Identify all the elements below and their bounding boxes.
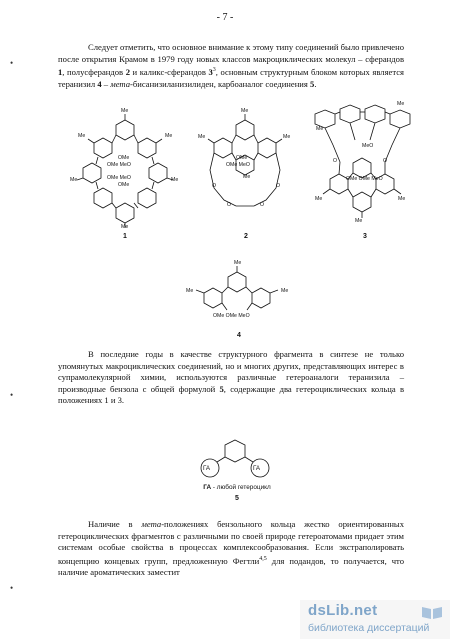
oxygen-label: O	[333, 158, 338, 164]
me-label: Me	[171, 177, 179, 183]
me-label: Me	[234, 260, 242, 266]
oxygen-label: O	[260, 202, 265, 208]
watermark-logo: dsLib.net	[308, 602, 378, 619]
me-label: Me	[165, 133, 173, 139]
me-label: Me	[121, 108, 129, 114]
me-label: Me	[315, 196, 323, 202]
ga-left-label: ГА	[203, 465, 211, 472]
me-label: Me	[241, 108, 249, 114]
me-label: Me	[355, 218, 363, 224]
ome-meo-label: OMe MeO	[226, 162, 250, 168]
me-label: Me	[281, 288, 289, 294]
structure-1-spherand	[70, 108, 180, 233]
paragraph-intro: Следует отметить, что основное внимание к этому типу соединений было привлечено после открытия Крамом в 1979 году новых классов макроциклических молекул – сферандов 1, полусферандов 2 и каликс-сферандов $3^3$, основным структурным блоком которых является теранизил 4 – мета-бисанизиланизилиден, карбоаналог соединения 5.	[58, 42, 404, 89]
page-number: - 7 -	[216, 12, 234, 23]
book-icon	[420, 604, 444, 620]
margin-bullet: •	[10, 583, 14, 593]
me-label: Me	[198, 134, 206, 140]
me-label: Me	[283, 134, 291, 140]
me-label: Me	[398, 196, 406, 202]
me-label: Me	[316, 126, 324, 132]
structure-label-3: 3	[363, 233, 367, 240]
meo-label: MeO	[362, 143, 374, 149]
me-label: Me	[397, 101, 405, 107]
paragraph-complexation: Наличие в мета-положениях бензольного кольца жестко ориентированных гетероциклических фрагментов с различными по своей природе гетероатомами придает этим системам особые свойства в процессах комплексообразования. Если экстраполировать концепцию концевых групп, предложенную Фегтли$^{4,5}$ для подандов, то получается, что наличие ароматических заместит	[58, 519, 404, 578]
structure-2-hemispherand	[190, 108, 300, 233]
structure-label-4: 4	[237, 332, 241, 339]
oxygen-label: O	[212, 183, 217, 189]
oxygen-label: O	[383, 158, 388, 164]
ome-label: OMe	[118, 155, 130, 161]
structure-label-1: 1	[123, 233, 127, 240]
ome-label: OMe	[236, 155, 248, 161]
me-label: Me	[121, 224, 129, 230]
margin-bullet: •	[10, 390, 14, 400]
ome-meo-label: OMe MeO	[107, 175, 131, 181]
me-label: Me	[70, 177, 78, 183]
paragraph-heteroanalogs: В последние годы в качестве структурного фрагмента в синтезе не только упомянутых макроциклических соединений, но и многих других, представляющих интерес в супрамолекулярной химии, используются различные гетероаналоги теранизила – производные бензола с общей формулой 5, содержащие два гетероциклических кольца в положениях 1 и 3.	[58, 349, 404, 406]
structure-4-teranisyl	[180, 258, 300, 333]
oxygen-label: O	[227, 202, 232, 208]
watermark-subtitle: библиотека диссертаций	[308, 622, 430, 634]
structure-3-calixspherand	[305, 100, 420, 235]
oxygen-label: O	[276, 183, 281, 189]
structure-label-2: 2	[244, 233, 248, 240]
ga-caption: ГА - любой гетероцикл	[203, 484, 271, 491]
me-label: Me	[78, 133, 86, 139]
ga-right-label: ГА	[253, 465, 261, 472]
ome-ome-meo-label: OMe OMe MeO	[213, 313, 250, 319]
me-label: Me	[186, 288, 194, 294]
watermark-banner	[300, 600, 450, 639]
ome-meo-label: OMe MeO	[107, 162, 131, 168]
ome-label: OMe	[118, 182, 130, 188]
me-label: Me	[243, 174, 251, 180]
margin-bullet: •	[10, 58, 14, 68]
structure-label-5: 5	[235, 495, 239, 502]
ome-ome-meo-label: OMe OMe MeO	[346, 176, 383, 182]
structure-5-general-formula	[190, 436, 280, 484]
